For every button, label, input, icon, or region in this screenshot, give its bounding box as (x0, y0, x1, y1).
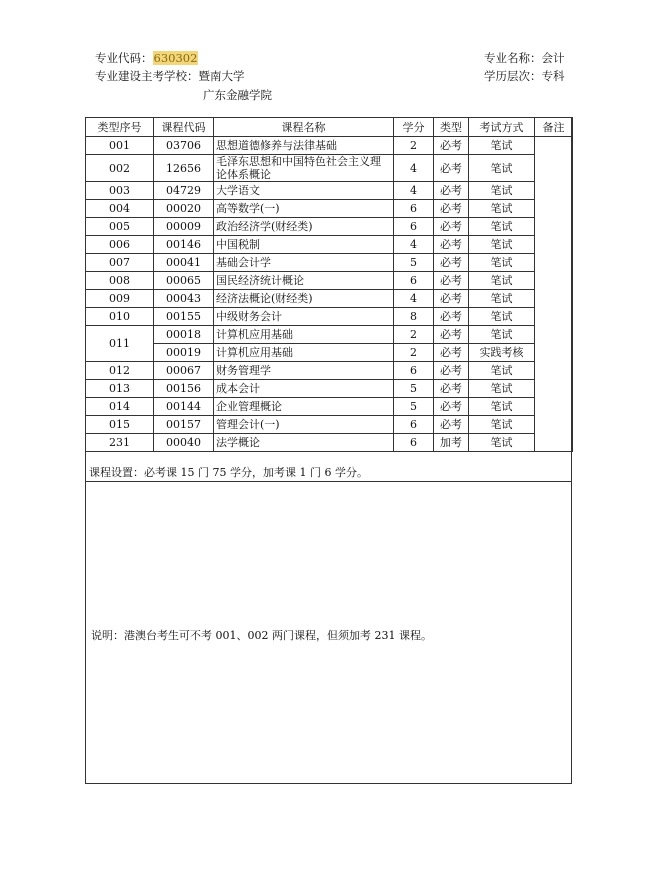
cell-credit: 2 (394, 137, 434, 155)
cell-code: 00144 (154, 398, 214, 416)
cell-name: 大学语文 (214, 182, 394, 200)
cell-exam: 实践考核 (469, 344, 535, 362)
cell-type: 必考 (434, 398, 469, 416)
cell-exam: 笔试 (469, 416, 535, 434)
cell-name: 高等数学(一) (214, 200, 394, 218)
cell-type: 必考 (434, 200, 469, 218)
major-name-line (484, 50, 565, 66)
cell-type: 必考 (434, 416, 469, 434)
cell-seq: 015 (86, 416, 154, 434)
cell-type: 必考 (434, 218, 469, 236)
cell-seq: 006 (86, 236, 154, 254)
cell-exam: 笔试 (469, 200, 535, 218)
cell-code: 00157 (154, 416, 214, 434)
header-name: 课程名称 (214, 118, 394, 137)
cell-name: 基础会计学 (214, 254, 394, 272)
level-value: 专科 (541, 69, 565, 83)
cell-exam: 笔试 (469, 326, 535, 344)
cell-credit: 5 (394, 254, 434, 272)
course-summary: 课程设置：必考课 15 门 75 学分，加考课 1 门 6 学分。 (85, 463, 572, 482)
table-row (86, 254, 573, 272)
major-name-label: 专业名称： (484, 51, 542, 65)
school-label: 专业建设主考学校： (95, 69, 199, 83)
cell-name: 思想道德修养与法律基础 (214, 137, 394, 155)
cell-remark (535, 137, 573, 452)
cell-type: 必考 (434, 254, 469, 272)
cell-type: 必考 (434, 272, 469, 290)
cell-exam: 笔试 (469, 137, 535, 155)
cell-exam: 笔试 (469, 398, 535, 416)
cell-name: 中国税制 (214, 236, 394, 254)
cell-type: 必考 (434, 137, 469, 155)
cell-credit: 6 (394, 218, 434, 236)
cell-exam: 笔试 (469, 290, 535, 308)
cell-exam: 笔试 (469, 380, 535, 398)
cell-code: 12656 (154, 155, 214, 182)
cell-seq: 010 (86, 308, 154, 326)
table-row (86, 362, 573, 380)
school-line (95, 68, 245, 84)
cell-credit: 4 (394, 155, 434, 182)
course-table (85, 117, 573, 452)
table-row (86, 326, 573, 344)
table-row (86, 182, 573, 200)
header-exam: 考试方式 (469, 118, 535, 137)
cell-name: 政治经济学(财经类) (214, 218, 394, 236)
cell-code: 00040 (154, 434, 214, 452)
cell-credit: 5 (394, 398, 434, 416)
cell-name: 经济法概论(财经类) (214, 290, 394, 308)
cell-seq: 005 (86, 218, 154, 236)
table-row (86, 344, 573, 362)
cell-name: 计算机应用基础 (214, 326, 394, 344)
cell-name: 成本会计 (214, 380, 394, 398)
header-code: 课程代码 (154, 118, 214, 137)
cell-credit: 4 (394, 182, 434, 200)
cell-name: 法学概论 (214, 434, 394, 452)
cell-seq: 013 (86, 380, 154, 398)
cell-exam: 笔试 (469, 308, 535, 326)
cell-code: 00019 (154, 344, 214, 362)
cell-credit: 4 (394, 236, 434, 254)
header-credit: 学分 (394, 118, 434, 137)
cell-type: 必考 (434, 326, 469, 344)
cell-name: 中级财务会计 (214, 308, 394, 326)
cell-code: 00018 (154, 326, 214, 344)
table-row (86, 416, 573, 434)
cell-code: 00146 (154, 236, 214, 254)
table-row (86, 218, 573, 236)
cell-seq: 014 (86, 398, 154, 416)
table-header-row (86, 118, 573, 137)
cell-code: 00067 (154, 362, 214, 380)
cell-exam: 笔试 (469, 155, 535, 182)
header-seq: 类型序号 (86, 118, 154, 137)
level-label: 学历层次： (484, 69, 542, 83)
cell-credit: 2 (394, 326, 434, 344)
cell-exam: 笔试 (469, 182, 535, 200)
cell-seq: 008 (86, 272, 154, 290)
table-row (86, 380, 573, 398)
cell-code: 00155 (154, 308, 214, 326)
cell-exam: 笔试 (469, 272, 535, 290)
cell-credit: 6 (394, 362, 434, 380)
cell-code: 00065 (154, 272, 214, 290)
cell-type: 必考 (434, 155, 469, 182)
cell-seq: 011 (86, 326, 154, 362)
major-code-label: 专业代码： (95, 51, 153, 65)
cell-name: 管理会计(一) (214, 416, 394, 434)
cell-code: 00041 (154, 254, 214, 272)
cell-type: 必考 (434, 290, 469, 308)
cell-type: 必考 (434, 380, 469, 398)
cell-type: 加考 (434, 434, 469, 452)
table-row (86, 290, 573, 308)
cell-exam: 笔试 (469, 236, 535, 254)
cell-name: 企业管理概论 (214, 398, 394, 416)
cell-seq: 231 (86, 434, 154, 452)
major-code-line (95, 50, 198, 66)
level-line (484, 68, 565, 84)
cell-name: 计算机应用基础 (214, 344, 394, 362)
header-type: 类型 (434, 118, 469, 137)
cell-seq: 009 (86, 290, 154, 308)
cell-type: 必考 (434, 182, 469, 200)
cell-seq: 002 (86, 155, 154, 182)
cell-exam: 笔试 (469, 254, 535, 272)
cell-code: 00020 (154, 200, 214, 218)
table-row (86, 434, 573, 452)
cell-type: 必考 (434, 308, 469, 326)
cell-exam: 笔试 (469, 362, 535, 380)
cell-seq: 007 (86, 254, 154, 272)
school-name-2: 广东金融学院 (203, 88, 272, 102)
table-row (86, 200, 573, 218)
cell-credit: 6 (394, 272, 434, 290)
cell-name: 毛泽东思想和中国特色社会主义理论体系概论 (214, 155, 394, 182)
table-row (86, 236, 573, 254)
table-row (86, 137, 573, 155)
table-row (86, 272, 573, 290)
hmt-note: 说明：港澳台考生可不考 001、002 两门课程，但须加考 231 课程。 (91, 629, 432, 642)
header-remark: 备注 (535, 118, 573, 137)
cell-credit: 8 (394, 308, 434, 326)
cell-credit: 4 (394, 290, 434, 308)
cell-seq: 012 (86, 362, 154, 380)
cell-type: 必考 (434, 362, 469, 380)
major-code-value: 630302 (153, 51, 198, 65)
cell-seq: 003 (86, 182, 154, 200)
cell-seq: 001 (86, 137, 154, 155)
cell-name: 财务管理学 (214, 362, 394, 380)
major-name-value: 会计 (541, 51, 565, 65)
cell-type: 必考 (434, 236, 469, 254)
school-name-1: 暨南大学 (198, 69, 245, 83)
cell-credit: 2 (394, 344, 434, 362)
table-row (86, 308, 573, 326)
cell-type: 必考 (434, 344, 469, 362)
cell-credit: 5 (394, 380, 434, 398)
cell-credit: 6 (394, 416, 434, 434)
cell-credit: 6 (394, 200, 434, 218)
cell-credit: 6 (394, 434, 434, 452)
cell-exam: 笔试 (469, 218, 535, 236)
cell-name: 国民经济统计概论 (214, 272, 394, 290)
table-row (86, 398, 573, 416)
cell-code: 00156 (154, 380, 214, 398)
table-row (86, 155, 573, 182)
cell-code: 04729 (154, 182, 214, 200)
cell-code: 03706 (154, 137, 214, 155)
cell-seq: 004 (86, 200, 154, 218)
cell-code: 00043 (154, 290, 214, 308)
cell-exam: 笔试 (469, 434, 535, 452)
cell-code: 00009 (154, 218, 214, 236)
